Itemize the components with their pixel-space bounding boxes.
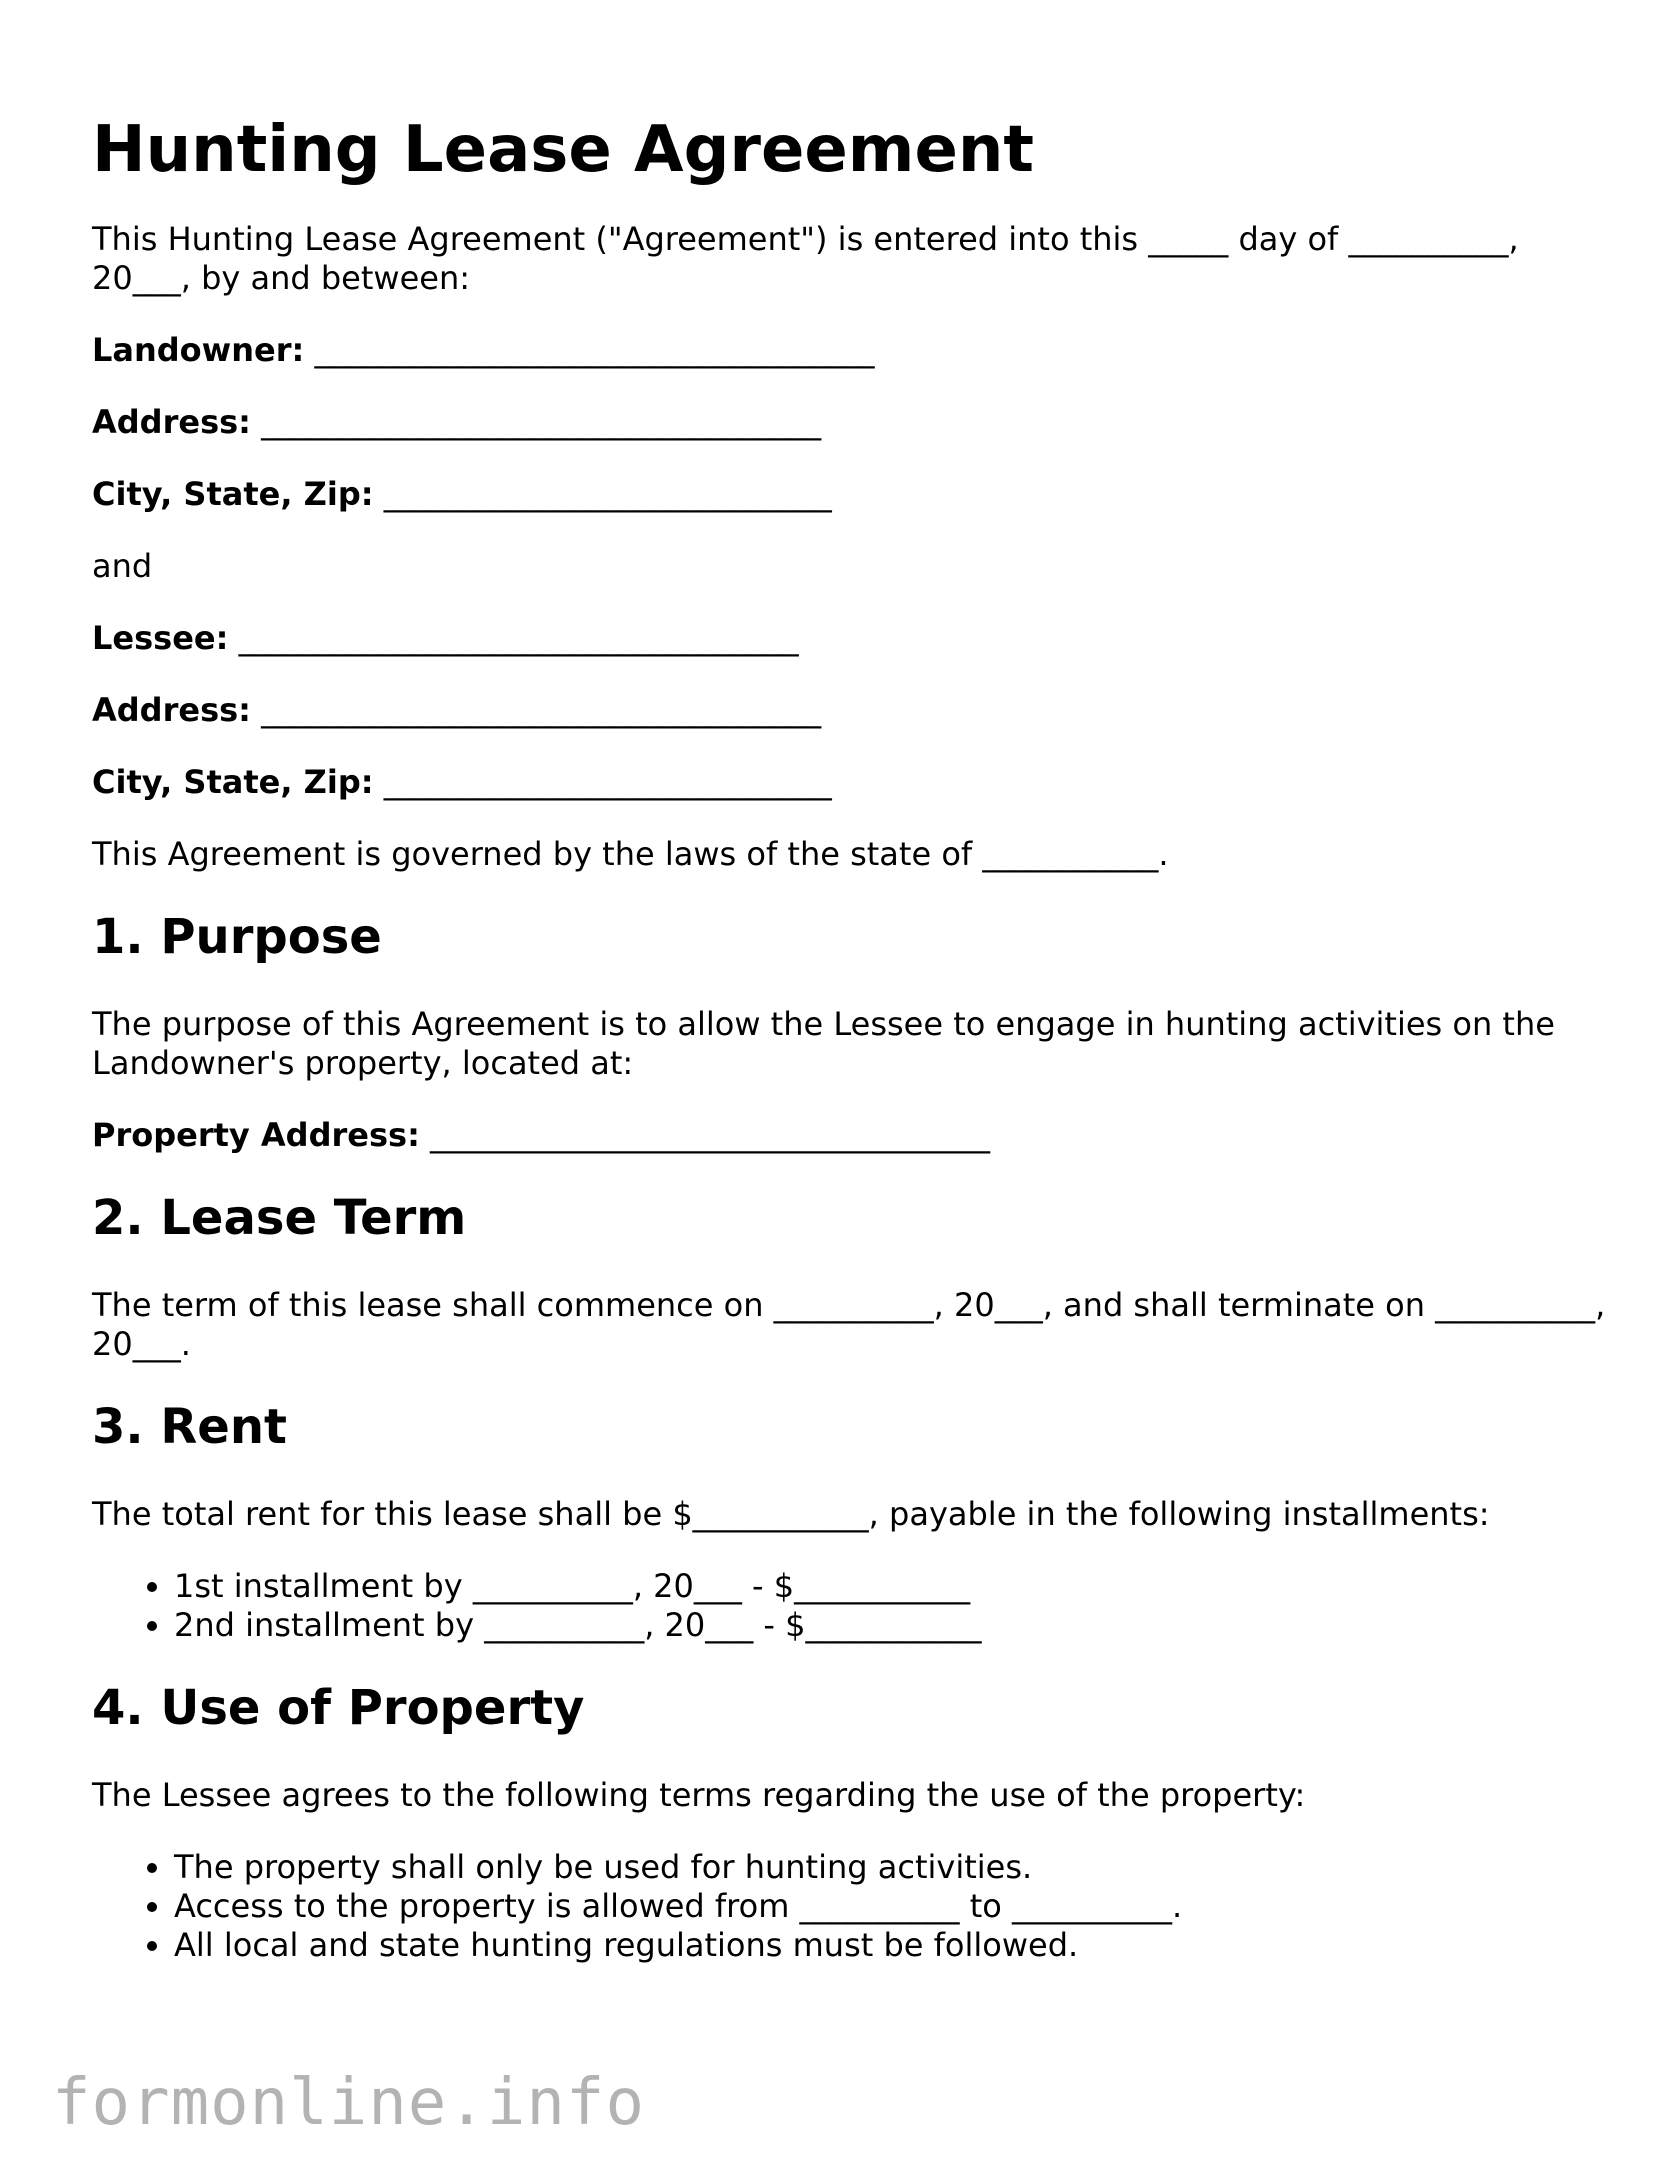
- and-text: and: [92, 547, 153, 585]
- intro-paragraph: This Hunting Lease Agreement ("Agreement") is entered into this _____ day of __________, 20___, by and between:: [92, 220, 1519, 297]
- rent-paragraph: The total rent for this lease shall be $___________, payable in the following installments:: [92, 1495, 1490, 1533]
- governing-law-paragraph: This Agreement is governed by the laws of the state of ___________.: [92, 835, 1169, 873]
- lessee-city-label: City, State, Zip:: [92, 763, 374, 801]
- rent-heading: 3. Rent: [92, 1399, 287, 1455]
- property-address-line: [92, 1116, 1612, 1155]
- lessee-name-blank: ___________________________________: [238, 619, 799, 657]
- list-item: • 1st installment by __________, 20___ - $___________: [174, 1567, 1612, 1606]
- landowner-address-line: [92, 403, 1612, 442]
- list-item: • Access to the property is allowed from __________ to __________.: [174, 1887, 1612, 1926]
- lessee-name-label: Lessee:: [92, 619, 229, 657]
- lessee-address-line: [92, 691, 1612, 730]
- purpose-heading: 1. Purpose: [92, 909, 382, 965]
- use-of-property-paragraph: The Lessee agrees to the following terms regarding the use of the property:: [92, 1776, 1306, 1814]
- purpose-paragraph: The purpose of this Agreement is to allow the Lessee to engage in hunting activities on the Landowner's property, located at:: [92, 1005, 1555, 1082]
- lease-term-heading: 2. Lease Term: [92, 1190, 467, 1246]
- landowner-address-blank: ___________________________________: [261, 403, 822, 441]
- lease-term-paragraph: The term of this lease shall commence on __________, 20___, and shall terminate on __________, 20___.: [92, 1286, 1606, 1363]
- landowner-city-line: [92, 475, 1612, 514]
- landowner-city-blank: ____________________________: [383, 475, 832, 513]
- landowner-name-line: [92, 331, 1612, 370]
- property-address-blank: ___________________________________: [430, 1116, 991, 1154]
- landowner-address-label: Address:: [92, 403, 251, 441]
- document-page: [92, 110, 1612, 1998]
- lessee-name-line: [92, 619, 1612, 658]
- landowner-city-label: City, State, Zip:: [92, 475, 374, 513]
- use-of-property-terms-list: [92, 1848, 1612, 1965]
- lessee-city-blank: ____________________________: [383, 763, 832, 801]
- lessee-city-line: [92, 763, 1612, 802]
- use-of-property-heading: 4. Use of Property: [92, 1680, 585, 1736]
- property-address-label: Property Address:: [92, 1116, 420, 1154]
- lessee-address-blank: ___________________________________: [261, 691, 822, 729]
- list-item: • All local and state hunting regulations must be followed.: [174, 1926, 1612, 1965]
- list-item: • 2nd installment by __________, 20___ - $___________: [174, 1606, 1612, 1645]
- rent-installments-list: [92, 1567, 1612, 1645]
- lessee-address-label: Address:: [92, 691, 251, 729]
- document-title: Hunting Lease Agreement: [92, 113, 1034, 187]
- watermark: formonline.info: [52, 2066, 645, 2140]
- list-item: • The property shall only be used for hunting activities.: [174, 1848, 1612, 1887]
- landowner-name-blank: ___________________________________: [314, 331, 875, 369]
- landowner-name-label: Landowner:: [92, 331, 305, 369]
